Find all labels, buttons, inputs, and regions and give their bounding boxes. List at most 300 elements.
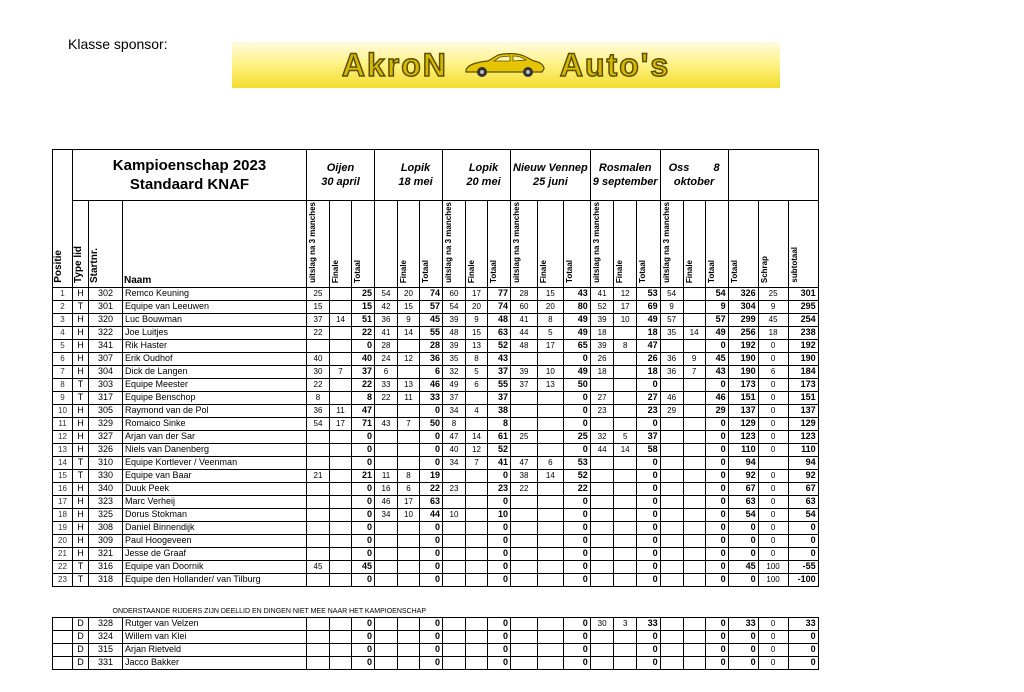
cell-score: 0	[758, 430, 788, 443]
cell-score	[466, 469, 488, 482]
cell-score: 0	[705, 547, 728, 560]
cell-score: 52	[488, 339, 511, 352]
cell-score: 0	[705, 630, 728, 643]
cell-naam: Romaico Sinke	[123, 417, 307, 430]
cell-startnr: 330	[89, 469, 123, 482]
cell-score: 49	[705, 326, 728, 339]
cell-score: 24	[375, 352, 398, 365]
cell-score	[683, 300, 705, 313]
cell-score: 11	[375, 469, 398, 482]
cell-score: 0	[352, 630, 375, 643]
cell-score: 7	[683, 365, 705, 378]
cell-score: 71	[352, 417, 375, 430]
cell-score	[660, 630, 683, 643]
cell-score	[511, 560, 538, 573]
cell-positie	[53, 617, 73, 630]
cell-score: 47	[636, 339, 660, 352]
cell-positie: 12	[53, 430, 73, 443]
cell-score: 63	[420, 495, 443, 508]
cell-score: 34	[443, 456, 466, 469]
cell-score: 0	[563, 521, 590, 534]
cell-score: 12	[398, 352, 420, 365]
cell-score: 0	[488, 547, 511, 560]
cell-score	[683, 469, 705, 482]
standings-table	[52, 149, 819, 670]
cell-score: 14	[614, 443, 637, 456]
cell-score: 49	[563, 365, 590, 378]
cell-score: 26	[590, 352, 614, 365]
cell-score: 54	[660, 287, 683, 300]
cell-score	[537, 482, 563, 495]
cell-score	[398, 547, 420, 560]
cell-startnr: 321	[89, 547, 123, 560]
cell-score	[614, 547, 637, 560]
cell-score	[614, 365, 637, 378]
cell-score: 45	[352, 560, 375, 573]
cell-score: 39	[443, 339, 466, 352]
cell-score	[466, 573, 488, 586]
cell-score: 54	[443, 300, 466, 313]
cell-type-lid: H	[73, 404, 89, 417]
cell-score	[660, 560, 683, 573]
cell-score	[330, 495, 352, 508]
cell-score	[660, 417, 683, 430]
cell-score: 0	[488, 521, 511, 534]
cell-score: 22	[563, 482, 590, 495]
cell-score	[614, 630, 637, 643]
cell-score: 41	[590, 287, 614, 300]
cell-score	[443, 547, 466, 560]
cell-score: 37	[488, 391, 511, 404]
cell-score: 0	[636, 534, 660, 547]
cell-naam: Duuk Peek	[123, 482, 307, 495]
cell-score: 54	[728, 508, 758, 521]
cell-score	[398, 560, 420, 573]
cell-type-lid: D	[73, 630, 89, 643]
cell-score: 58	[636, 443, 660, 456]
cell-score	[660, 495, 683, 508]
cell-score: 110	[788, 443, 818, 456]
cell-type-lid: H	[73, 339, 89, 352]
cell-score	[683, 547, 705, 560]
cell-score	[614, 573, 637, 586]
event-oss: Oss 8 oktober	[660, 150, 728, 201]
cell-score	[307, 508, 330, 521]
cell-score: 295	[788, 300, 818, 313]
cell-score: 45	[758, 313, 788, 326]
cell-score: 14	[537, 469, 563, 482]
cell-score	[660, 617, 683, 630]
cell-score	[375, 456, 398, 469]
cell-score	[614, 495, 637, 508]
cell-startnr: 318	[89, 573, 123, 586]
cell-score	[614, 391, 637, 404]
cell-score: 18	[636, 326, 660, 339]
cell-score: 6	[758, 365, 788, 378]
cell-naam: Equipe den Hollander/ van Tilburg	[123, 573, 307, 586]
cell-score: 22	[420, 482, 443, 495]
cell-score: 20	[466, 300, 488, 313]
cell-score	[660, 378, 683, 391]
cell-score: 69	[636, 300, 660, 313]
cell-score: 0	[758, 521, 788, 534]
cell-score: 10	[398, 508, 420, 521]
cell-score: 37	[307, 313, 330, 326]
cell-score: 0	[352, 430, 375, 443]
cell-score	[330, 573, 352, 586]
cell-score: 173	[728, 378, 758, 391]
cell-score: 6	[420, 365, 443, 378]
cell-score: 94	[728, 456, 758, 469]
cell-score: 27	[590, 391, 614, 404]
cell-score	[614, 456, 637, 469]
cell-score	[660, 573, 683, 586]
cell-score: 43	[705, 365, 728, 378]
cell-score: 0	[636, 560, 660, 573]
cell-score	[683, 560, 705, 573]
cell-score: 0	[705, 495, 728, 508]
cell-score: 35	[443, 352, 466, 365]
cell-score: 0	[705, 508, 728, 521]
cell-score	[590, 456, 614, 469]
cell-score	[307, 456, 330, 469]
cell-score: 0	[758, 547, 788, 560]
cell-score: 0	[488, 630, 511, 643]
table-row	[53, 391, 819, 404]
cell-score: 23	[636, 404, 660, 417]
table-row	[53, 300, 819, 313]
cell-score	[614, 482, 637, 495]
cell-score	[307, 643, 330, 656]
cell-score	[443, 469, 466, 482]
cell-type-lid: H	[73, 547, 89, 560]
cell-score: 0	[705, 643, 728, 656]
cell-score	[375, 617, 398, 630]
cell-score: 9	[758, 300, 788, 313]
cell-score	[537, 391, 563, 404]
cell-score: 39	[511, 365, 538, 378]
cell-score: 52	[590, 300, 614, 313]
cell-score: 0	[758, 643, 788, 656]
cell-score	[443, 521, 466, 534]
cell-score	[683, 456, 705, 469]
cell-startnr: 310	[89, 456, 123, 469]
cell-positie: 14	[53, 456, 73, 469]
cell-naam: Arjan Rietveld	[123, 643, 307, 656]
table-row	[53, 430, 819, 443]
cell-naam: Equipe van Baar	[123, 469, 307, 482]
cell-score: 0	[420, 617, 443, 630]
cell-score	[511, 508, 538, 521]
cell-positie	[53, 643, 73, 656]
cell-score	[537, 430, 563, 443]
cell-score: 0	[352, 482, 375, 495]
cell-score: 28	[375, 339, 398, 352]
cell-score	[330, 352, 352, 365]
cell-score	[683, 656, 705, 669]
cell-naam: Equipe Kortlever / Veenman	[123, 456, 307, 469]
cell-score	[330, 508, 352, 521]
cell-score: 129	[728, 417, 758, 430]
cell-score: 0	[636, 656, 660, 669]
cell-score	[660, 456, 683, 469]
cell-type-lid: T	[73, 300, 89, 313]
cell-score: 110	[728, 443, 758, 456]
cell-score	[466, 630, 488, 643]
event-oijen: Oijen 30 april	[307, 150, 375, 201]
cell-score	[443, 617, 466, 630]
cell-score: 0	[758, 469, 788, 482]
cell-score	[683, 430, 705, 443]
cell-score: 65	[563, 339, 590, 352]
cell-score	[590, 482, 614, 495]
cell-type-lid: D	[73, 643, 89, 656]
table-row	[53, 404, 819, 417]
table-row	[53, 508, 819, 521]
cell-positie: 6	[53, 352, 73, 365]
cell-score: 0	[488, 573, 511, 586]
cell-score	[466, 643, 488, 656]
title-line-2: Standaard KNAF	[129, 176, 250, 193]
cell-score: 18	[758, 326, 788, 339]
cell-type-lid: H	[73, 417, 89, 430]
cell-score	[398, 656, 420, 669]
cell-score: 0	[420, 430, 443, 443]
cell-score: 0	[636, 573, 660, 586]
cell-score: 18	[636, 365, 660, 378]
cell-score	[330, 378, 352, 391]
cell-score: 25	[563, 430, 590, 443]
cell-score: 47	[443, 430, 466, 443]
cell-score: 25	[307, 287, 330, 300]
cell-type-lid: T	[73, 391, 89, 404]
cell-score	[443, 534, 466, 547]
cell-score	[307, 656, 330, 669]
cell-score: 46	[660, 391, 683, 404]
cell-score: 43	[375, 417, 398, 430]
cell-score	[330, 617, 352, 630]
cell-score: 0	[705, 443, 728, 456]
cell-score: 28	[420, 339, 443, 352]
cell-score: 17	[330, 417, 352, 430]
cell-score	[683, 521, 705, 534]
cell-score	[466, 547, 488, 560]
cell-score	[511, 521, 538, 534]
cell-score: 0	[352, 521, 375, 534]
cell-score	[375, 521, 398, 534]
cell-score: 0	[705, 617, 728, 630]
cell-score: 57	[660, 313, 683, 326]
cell-score: 41	[511, 313, 538, 326]
cell-score: 0	[563, 617, 590, 630]
cell-score: 0	[352, 656, 375, 669]
cell-score: 0	[488, 656, 511, 669]
cell-score: 46	[705, 391, 728, 404]
cell-score: 37	[511, 378, 538, 391]
cell-score: 0	[420, 547, 443, 560]
cell-score	[398, 630, 420, 643]
cell-naam: Equipe van Doornik	[123, 560, 307, 573]
cell-score: 0	[758, 378, 788, 391]
table-row	[53, 326, 819, 339]
cell-score: 49	[636, 313, 660, 326]
cell-score	[466, 560, 488, 573]
cell-naam: Jacco Bakker	[123, 656, 307, 669]
cell-score: 151	[788, 391, 818, 404]
cell-score	[614, 352, 637, 365]
cell-score: 10	[537, 365, 563, 378]
cell-score: 0	[728, 643, 758, 656]
cell-type-lid: H	[73, 495, 89, 508]
cell-score: 13	[537, 378, 563, 391]
cell-score	[511, 656, 538, 669]
cell-score: 0	[705, 378, 728, 391]
cell-score: 0	[728, 547, 758, 560]
cell-score	[307, 630, 330, 643]
cell-score: -100	[788, 573, 818, 586]
cell-score: 184	[788, 365, 818, 378]
cell-type-lid: H	[73, 287, 89, 300]
cell-score	[398, 339, 420, 352]
cell-score: 0	[563, 508, 590, 521]
cell-score: 0	[352, 456, 375, 469]
cell-score: 55	[488, 378, 511, 391]
cell-score: 0	[636, 378, 660, 391]
cell-score	[307, 495, 330, 508]
cell-score: 22	[307, 378, 330, 391]
cell-naam: Equipe Benschop	[123, 391, 307, 404]
cell-score: 48	[511, 339, 538, 352]
cell-score	[330, 443, 352, 456]
table-row	[53, 287, 819, 300]
cell-score: 123	[788, 430, 818, 443]
cell-score	[375, 547, 398, 560]
cell-score: 39	[443, 313, 466, 326]
cell-score: 48	[488, 313, 511, 326]
cell-score: 0	[728, 656, 758, 669]
cell-score: 7	[330, 365, 352, 378]
cell-score: 61	[488, 430, 511, 443]
cell-score: 0	[758, 495, 788, 508]
cell-score: 46	[375, 495, 398, 508]
cell-score: 0	[758, 391, 788, 404]
cell-score	[660, 643, 683, 656]
cell-score	[375, 443, 398, 456]
cell-score: 129	[788, 417, 818, 430]
cell-score	[307, 482, 330, 495]
cell-score: 48	[443, 326, 466, 339]
cell-score: 0	[758, 534, 788, 547]
cell-score: 25	[511, 430, 538, 443]
cell-naam: Willem van Klei	[123, 630, 307, 643]
cell-score: 8	[537, 313, 563, 326]
cell-score	[683, 417, 705, 430]
cell-positie	[53, 630, 73, 643]
cell-score: 0	[420, 456, 443, 469]
cell-type-lid: H	[73, 313, 89, 326]
cell-score: 11	[330, 404, 352, 417]
cell-score: 17	[537, 339, 563, 352]
cell-score: 15	[352, 300, 375, 313]
cell-score: 0	[636, 469, 660, 482]
cell-score: 0	[636, 630, 660, 643]
cell-score: 0	[705, 482, 728, 495]
cell-score	[511, 391, 538, 404]
cell-score	[375, 656, 398, 669]
cell-score: 16	[375, 482, 398, 495]
cell-score: 0	[563, 630, 590, 643]
cell-type-lid: H	[73, 352, 89, 365]
cell-score: 0	[420, 404, 443, 417]
cell-score	[375, 630, 398, 643]
cell-score: 33	[420, 391, 443, 404]
cell-score: 0	[488, 495, 511, 508]
cell-type-lid: H	[73, 521, 89, 534]
cell-score: 0	[636, 417, 660, 430]
cell-startnr: 324	[89, 630, 123, 643]
cell-score	[330, 521, 352, 534]
cell-startnr: 328	[89, 617, 123, 630]
table-row	[53, 482, 819, 495]
cell-score: 0	[705, 417, 728, 430]
cell-score: 0	[488, 617, 511, 630]
cell-score	[330, 560, 352, 573]
cell-score: 45	[705, 352, 728, 365]
cell-score: 23	[443, 482, 466, 495]
header-naam: Naam	[123, 201, 307, 288]
cell-positie: 11	[53, 417, 73, 430]
deellid-note: ONDERSTAANDE RIJDERS ZIJN DEELLID EN DINGEN NIET MEE NAAR HET KAMPIOENSCHAP	[112, 607, 426, 615]
cell-startnr: 331	[89, 656, 123, 669]
cell-score: 0	[563, 534, 590, 547]
cell-score	[398, 573, 420, 586]
cell-score: 0	[420, 443, 443, 456]
cell-score: 137	[788, 404, 818, 417]
cell-score	[466, 391, 488, 404]
cell-type-lid: D	[73, 656, 89, 669]
cell-score: 25	[352, 287, 375, 300]
cell-startnr: 317	[89, 391, 123, 404]
cell-score	[537, 495, 563, 508]
cell-startnr: 326	[89, 443, 123, 456]
cell-score: 39	[590, 313, 614, 326]
cell-score	[683, 482, 705, 495]
header-startnr: Startnr.	[89, 247, 100, 283]
cell-type-lid: H	[73, 482, 89, 495]
event-rosmalen: Rosmalen 9 september	[590, 150, 660, 201]
cell-score	[307, 617, 330, 630]
event-lopik-18: Lopik 18 mei	[375, 150, 443, 201]
cell-positie: 22	[53, 560, 73, 573]
table-row	[53, 417, 819, 430]
cell-type-lid: T	[73, 378, 89, 391]
cell-score: -55	[788, 560, 818, 573]
cell-score	[614, 560, 637, 573]
table-row	[53, 456, 819, 469]
cell-score: 74	[420, 287, 443, 300]
cell-score	[614, 656, 637, 669]
cell-score: 14	[466, 430, 488, 443]
cell-score	[398, 456, 420, 469]
cell-positie: 9	[53, 391, 73, 404]
cell-score: 0	[420, 643, 443, 656]
cell-score: 37	[636, 430, 660, 443]
title-line-1: Kampioenschap 2023	[112, 157, 267, 174]
cell-score: 37	[488, 365, 511, 378]
cell-score	[537, 417, 563, 430]
cell-positie: 16	[53, 482, 73, 495]
cell-score: 254	[788, 313, 818, 326]
